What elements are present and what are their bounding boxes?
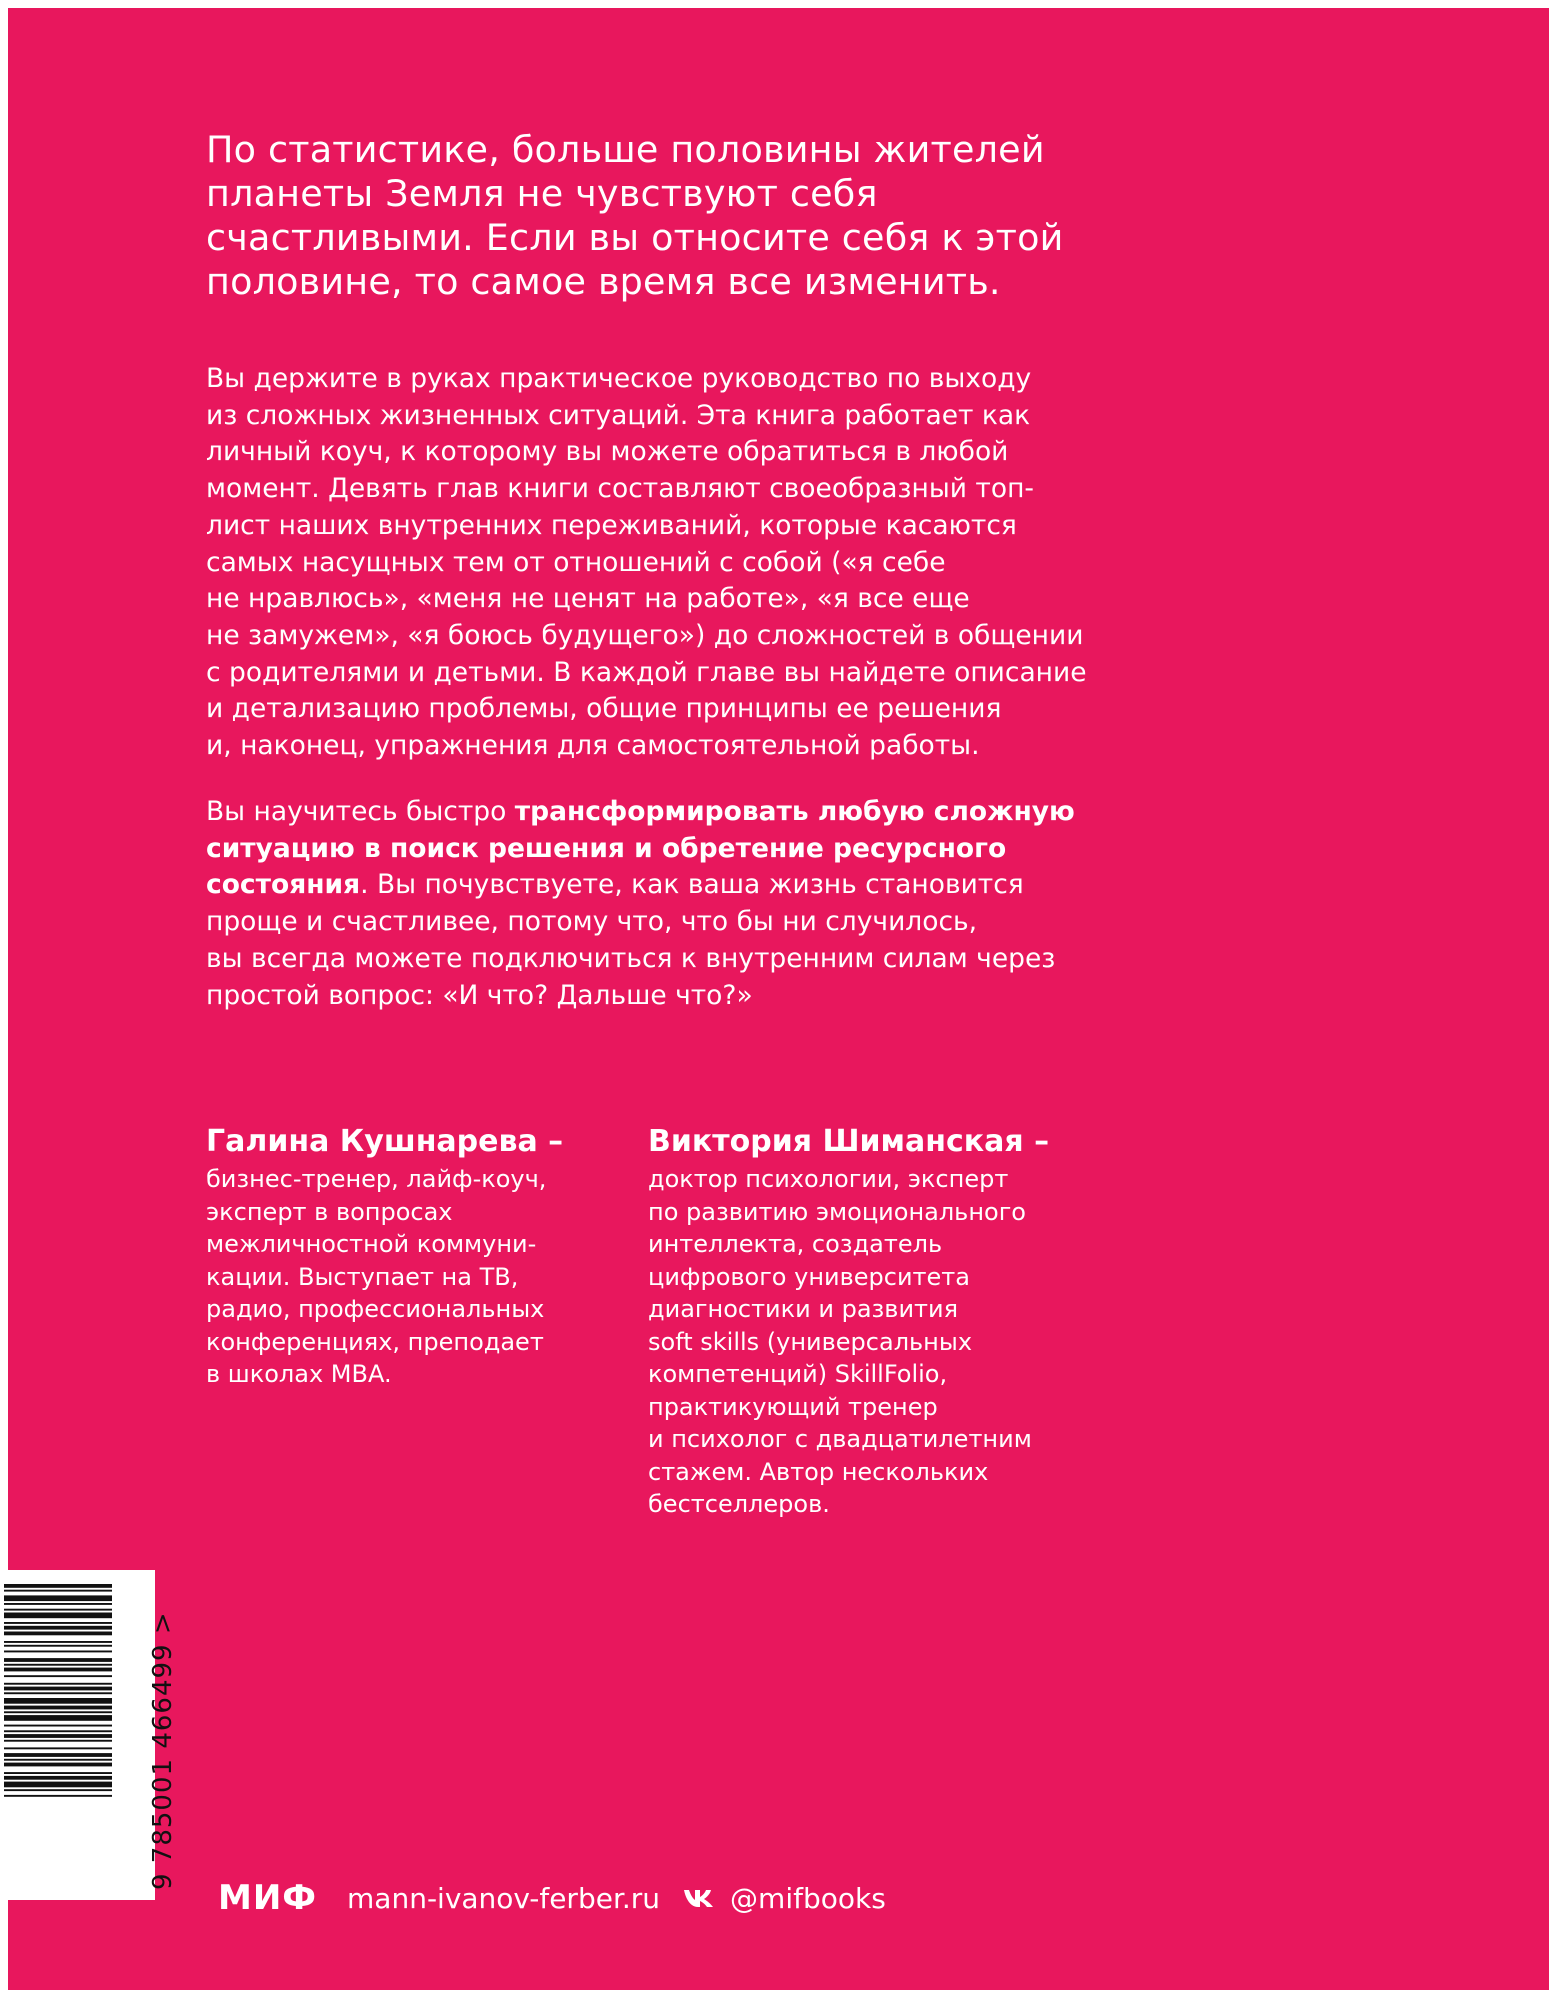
barcode-bar — [4, 1740, 112, 1742]
paragraph-line: Вы держите в руках практическое руководство по выходу — [206, 363, 1032, 394]
paragraph-line: и детализацию проблемы, общие принципы ее решения — [206, 693, 1002, 725]
author-bio — [648, 1163, 1108, 1521]
barcode-bars — [4, 1580, 112, 1890]
publisher-logo: МИФ — [218, 1878, 318, 1918]
barcode-bar — [4, 1687, 112, 1691]
bio-line: интеллекта, создатель — [648, 1230, 943, 1258]
bio-line: конференциях, преподает — [206, 1327, 544, 1356]
text-normal: Вы научитесь быстро — [206, 796, 515, 827]
barcode-bar — [4, 1622, 112, 1624]
paragraph-line: самых насущных тем от отношений с собой («я себе — [206, 546, 946, 578]
barcode-bar — [4, 1651, 112, 1653]
bio-line: радио, профессиональных — [206, 1295, 545, 1323]
text-bold: трансформировать любую сложную — [514, 796, 1075, 827]
barcode-bar — [4, 1782, 112, 1788]
paragraph-line: простой вопрос: «И что? Дальше что?» — [206, 979, 753, 1011]
barcode-bar — [4, 1730, 112, 1732]
bio-line: по развитию эмоционального — [648, 1197, 1026, 1226]
barcode-bar — [4, 1626, 112, 1630]
website-link[interactable]: mann-ivanov-ferber.ru — [347, 1881, 661, 1915]
bio-line: стажем. Автор нескольких — [648, 1457, 989, 1486]
paragraph-line: вы всегда можете подключиться к внутренним силам через — [206, 942, 1056, 974]
lead-text — [206, 128, 1186, 304]
social-handle[interactable]: @mifbooks — [730, 1881, 886, 1915]
barcode-bar — [4, 1789, 112, 1791]
bio-line: диагностики и развития — [648, 1295, 959, 1323]
barcode-bar — [4, 1658, 112, 1662]
paragraph-line — [206, 831, 1186, 868]
paragraph-line: с родителями и детьми. В каждой главе вы найдете описание — [206, 656, 1087, 688]
barcode-bar — [4, 1753, 112, 1757]
barcode-bar — [4, 1664, 112, 1666]
barcode-bar — [4, 1675, 112, 1677]
barcode-bar — [4, 1683, 112, 1685]
back-cover — [8, 8, 1549, 1990]
bio-line: бизнес-тренер, лайф-коуч, — [206, 1165, 547, 1193]
barcode-number: 9 785001 466499 > — [148, 1611, 178, 1890]
barcode-bar — [4, 1725, 112, 1727]
barcode-bar — [4, 1706, 112, 1710]
text-bold: состояния — [206, 869, 361, 901]
bio-line: практикующий тренер — [648, 1392, 938, 1421]
text-normal: . Вы почувствуете, как ваша жизнь становится — [360, 869, 1024, 901]
bio-line: и психолог с двадцатилетним — [648, 1425, 1032, 1453]
paragraph-line: момент. Девять глав книги составляют своеобразный топ- — [206, 473, 1034, 505]
bio-line: эксперт в вопросах — [206, 1197, 453, 1226]
paragraph-line — [206, 867, 1186, 904]
barcode-bar — [4, 1613, 112, 1619]
bio-line: soft skills (универсальных — [648, 1327, 973, 1356]
barcode-bar — [4, 1759, 112, 1761]
barcode-bar — [4, 1776, 112, 1780]
bio-line: цифрового университета — [648, 1262, 970, 1291]
author-bio — [206, 1163, 626, 1391]
barcode-bar — [4, 1772, 112, 1774]
barcode-bar — [4, 1595, 112, 1601]
bio-line: доктор психологии, эксперт — [648, 1165, 1009, 1193]
barcode-bar — [4, 1711, 112, 1713]
lead-line: планеты Земля не чувствуют себя — [206, 172, 878, 215]
bio-line: межличностной коммуни- — [206, 1230, 537, 1258]
author-name: Галина Кушнарева – — [206, 1124, 564, 1159]
paragraph-line: и, наконец, упражнения для самостоятельной работы. — [206, 730, 980, 762]
barcode-bar — [4, 1668, 112, 1672]
bio-line: кации. Выступает на ТВ, — [206, 1262, 519, 1291]
barcode-bar — [4, 1795, 112, 1797]
barcode-bar — [4, 1590, 112, 1592]
barcode-bar — [4, 1747, 112, 1749]
barcode-bar — [4, 1584, 112, 1588]
lead-line: половине, то самое время все изменить. — [206, 260, 1001, 303]
paragraph-line: не замужем», «я боюсь будущего») до сложностей в общении — [206, 619, 1084, 651]
barcode-bar — [4, 1763, 112, 1767]
barcode-digits — [118, 1580, 178, 1890]
text-bold: ситуацию в поиск решения и обретение ресурсного — [206, 832, 1007, 864]
description-paragraph-2 — [206, 794, 1186, 1014]
barcode-bar — [4, 1645, 112, 1647]
bio-line: в школах MBA. — [206, 1360, 392, 1388]
lead-line: счастливыми. Если вы относите себя к этой — [206, 216, 1064, 259]
bio-line: бестселлеров. — [648, 1490, 830, 1518]
description-paragraph-1 — [206, 361, 1186, 765]
paragraph-line — [206, 794, 1186, 831]
barcode-bar — [4, 1641, 112, 1643]
lead-line: По статистике, больше половины жителей — [206, 128, 1045, 171]
paragraph-line: проще и счастливее, потому что, что бы ни случилось, — [206, 906, 978, 938]
barcode-bar — [4, 1734, 112, 1738]
vk-icon[interactable] — [682, 1887, 716, 1909]
barcode-bar — [4, 1692, 112, 1694]
paragraph-line: личный коуч, к которому вы можете обратиться в любой — [206, 436, 1009, 468]
barcode-bar — [4, 1715, 112, 1721]
barcode-bar — [4, 1603, 112, 1605]
publisher-footer — [218, 1876, 886, 1920]
bio-line: компетенций) SkillFolio, — [648, 1360, 948, 1388]
isbn-barcode — [0, 1570, 178, 1900]
author-shimanskaya — [648, 1123, 1108, 1521]
paragraph-line: лист наших внутренних переживаний, которые касаются — [206, 509, 1017, 541]
author-name: Виктория Шиманская – — [648, 1124, 1050, 1159]
barcode-bar — [4, 1698, 112, 1704]
author-kushnareva — [206, 1123, 626, 1391]
paragraph-line: из сложных жизненных ситуаций. Эта книга работает как — [206, 399, 1031, 431]
barcode-bar — [4, 1609, 112, 1611]
barcode-bar — [4, 1632, 112, 1636]
paragraph-line: не нравлюсь», «меня не ценят на работе», «я все еще — [206, 583, 970, 615]
